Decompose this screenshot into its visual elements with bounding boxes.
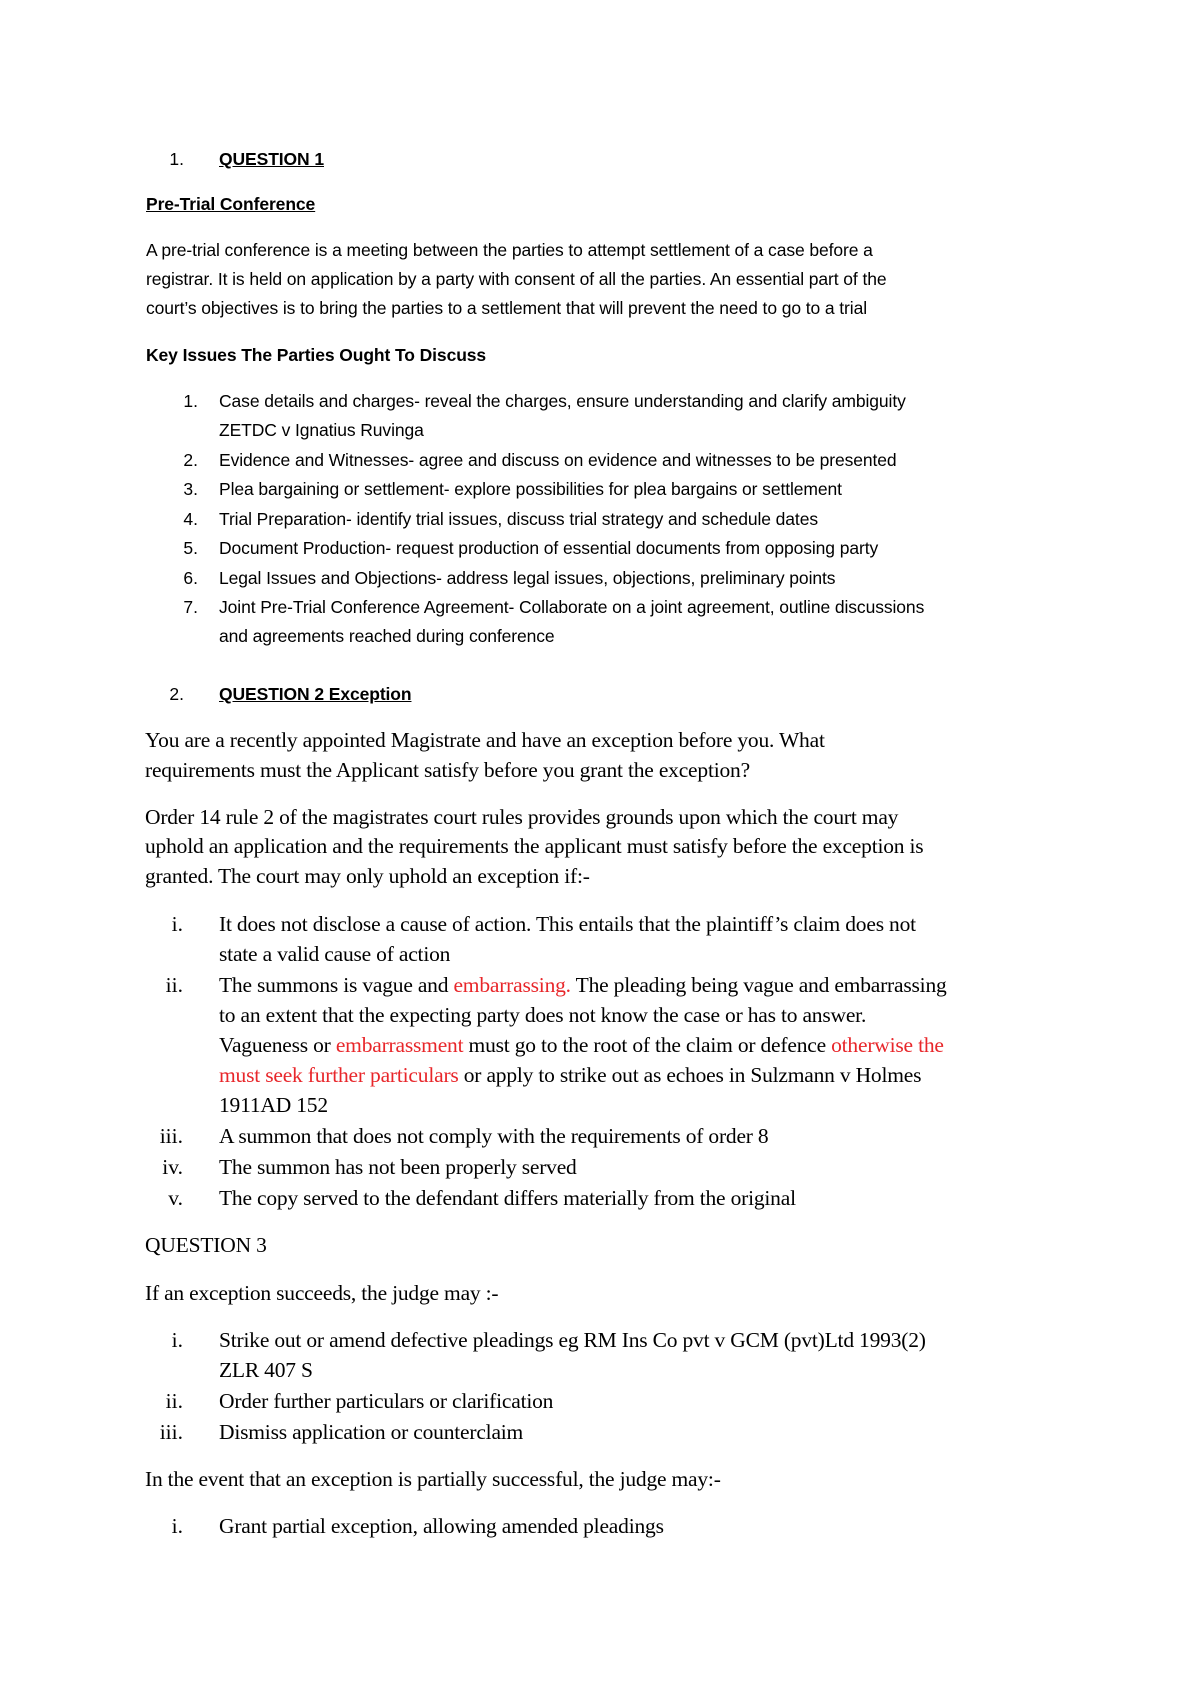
list-item-number: 1. — [183, 391, 198, 411]
list-item: Legal Issues and Objections- address legal issues, objections, preliminary points — [219, 568, 836, 588]
list-item-number: ii. — [165, 973, 183, 997]
q3-title: QUESTION 3 — [145, 1233, 267, 1257]
q2-title: QUESTION 2 Exception — [219, 684, 412, 704]
highlighted-text: embarrassing. — [453, 973, 571, 997]
list-item-number: ii. — [165, 1389, 183, 1413]
list-item: Evidence and Witnesses- agree and discuss on evidence and witnesses to be presented — [219, 450, 897, 470]
list-item-number: i. — [171, 1328, 183, 1352]
list-item: A summon that does not comply with the requirements of order 8 — [219, 1124, 769, 1148]
q1-number: 1. — [169, 149, 184, 169]
q3-intro: If an exception succeeds, the judge may :- — [145, 1281, 499, 1305]
list-item: and agreements reached during conference — [219, 626, 555, 646]
highlighted-text: must seek further particulars — [219, 1063, 459, 1087]
list-item: Grant partial exception, allowing amended pleadings — [219, 1514, 664, 1538]
q2-number: 2. — [169, 684, 184, 704]
list-item-number: 6. — [183, 568, 198, 588]
list-item-number: 5. — [183, 538, 198, 558]
list-item: The summon has not been properly served — [219, 1155, 577, 1179]
list-item: Order further particulars or clarification — [219, 1389, 554, 1413]
list-item-number: i. — [171, 1514, 183, 1538]
list-item — [219, 1063, 921, 1088]
list-item-number: iii. — [159, 1124, 183, 1148]
list-item: Document Production- request production of essential documents from opposing party — [219, 538, 879, 558]
list-item-number: iii. — [159, 1420, 183, 1444]
list-item: Plea bargaining or settlement- explore possibilities for plea bargains or settlement — [219, 479, 842, 499]
highlighted-text: embarrassment — [335, 1033, 464, 1057]
text-run: The summons is vague and — [219, 973, 454, 997]
list-item: Dismiss application or counterclaim — [219, 1420, 524, 1444]
q2-question-line: You are a recently appointed Magistrate and have an exception before you. What — [145, 728, 825, 752]
text-run: The pleading being vague and embarrassing — [570, 973, 947, 997]
list-item-number: 3. — [183, 479, 198, 499]
list-item-number: i. — [171, 912, 183, 936]
list-item-number: iv. — [162, 1155, 183, 1179]
list-item — [219, 973, 947, 998]
q2-answer-line: Order 14 rule 2 of the magistrates court rules provides grounds upon which the court may — [145, 805, 899, 829]
q1-title: QUESTION 1 — [219, 149, 324, 169]
list-item: state a valid cause of action — [219, 942, 451, 966]
list-item-number: 2. — [183, 450, 198, 470]
list-item-number: v. — [168, 1186, 183, 1210]
text-run: Vagueness or — [219, 1033, 336, 1057]
highlighted-text: otherwise the — [831, 1033, 944, 1057]
list-item: It does not disclose a cause of action. This entails that the plaintiff’s claim does not — [219, 912, 916, 936]
q1-para-line: registrar. It is held on application by a party with consent of all the parties. An essential part of the — [146, 269, 887, 289]
list-item: Strike out or amend defective pleadings eg RM Ins Co pvt v GCM (pvt)Ltd 1993(2) — [219, 1328, 926, 1352]
q1-para-line: court’s objectives is to bring the parties to a settlement that will prevent the need to go to a trial — [146, 298, 867, 318]
list-item: ZETDC v Ignatius Ruvinga — [219, 420, 424, 440]
list-item: 1911AD 152 — [219, 1093, 328, 1117]
list-item-number: 7. — [183, 597, 198, 617]
list-item — [219, 1033, 944, 1058]
list-item: Joint Pre-Trial Conference Agreement- Collaborate on a joint agreement, outline discussions — [219, 597, 925, 617]
q2-question-line: requirements must the Applicant satisfy before you grant the exception? — [145, 758, 750, 782]
q1-para-line: A pre-trial conference is a meeting between the parties to attempt settlement of a case before a — [146, 240, 873, 260]
q1-subtitle: Pre-Trial Conference — [146, 194, 316, 214]
list-item: Trial Preparation- identify trial issues, discuss trial strategy and schedule dates — [219, 509, 818, 529]
q2-answer-line: uphold an application and the requirements the applicant must satisfy before the exception is — [145, 834, 924, 858]
list-item: to an extent that the expecting party does not know the case or has to answer. — [219, 1003, 867, 1027]
q2-answer-line: granted. The court may only uphold an exception if:- — [145, 864, 590, 888]
text-run: or apply to strike out as echoes in Sulzmann v Holmes — [458, 1063, 922, 1087]
list-item: Case details and charges- reveal the charges, ensure understanding and clarify ambiguity — [219, 391, 906, 411]
text-run: must go to the root of the claim or defence — [463, 1033, 832, 1057]
list-item: ZLR 407 S — [219, 1358, 313, 1382]
q1-key-heading: Key Issues The Parties Ought To Discuss — [146, 345, 487, 365]
q3-partial-intro: In the event that an exception is partially successful, the judge may:- — [145, 1467, 721, 1491]
list-item-number: 4. — [183, 509, 198, 529]
list-item: The copy served to the defendant differs materially from the original — [219, 1186, 796, 1210]
